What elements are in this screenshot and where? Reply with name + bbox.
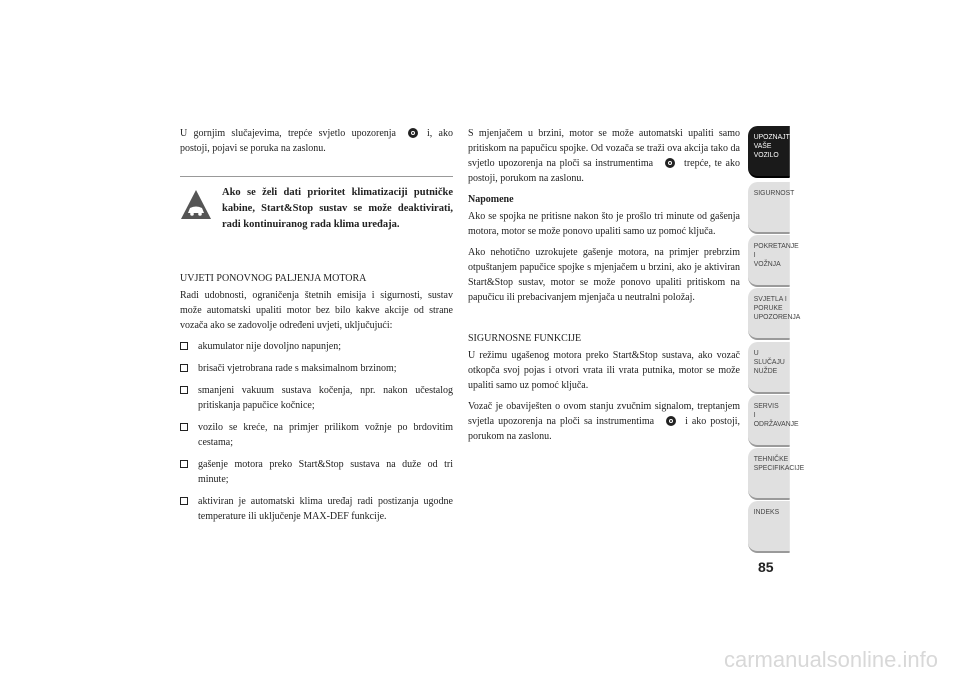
- checkbox-bullet-icon: [180, 497, 188, 505]
- list-item: [180, 457, 453, 487]
- intro-text: U gornjim slučajevima, trepće svjetlo upozorenja: [180, 128, 396, 139]
- paragraph-2: Ako se spojka ne pritisne nakon što je prošlo tri minute od gašenja motora, motor se može ponovo upaliti samo uz pomoć ključa.: [468, 211, 740, 237]
- list-item-text: akumulator nije dovoljno napunjen;: [198, 341, 342, 352]
- paragraph-5: [468, 399, 740, 444]
- paragraph-5-text-end: i ako postoji, porukom na zaslonu.: [468, 416, 741, 442]
- start-stop-warning-icon: [408, 128, 418, 138]
- paragraph-4: U režimu ugašenog motora preko Start&Stop sustava, ako vozač otkopča svoj pojas i otvori vrata ili vrata putnika, motor se može upaliti samo uz pomoć ključa.: [468, 350, 740, 391]
- list-item-text: vozilo se kreće, na primjer prilikom vožnje po brdovitim cestama;: [198, 422, 453, 448]
- list-item-text: gašenje motora preko Start&Stop sustava na duže od tri minute;: [198, 459, 453, 485]
- start-stop-warning-icon: [665, 158, 675, 168]
- chapter-tab-2[interactable]: SIGURNOST: [748, 182, 790, 234]
- notes-heading: Napomene: [468, 194, 514, 205]
- safety-heading: SIGURNOSNE FUNKCIJE: [468, 333, 582, 344]
- checkbox-bullet-icon: [180, 460, 188, 468]
- list-item: [180, 383, 453, 413]
- left-column: [180, 126, 453, 531]
- intro-paragraph: [180, 126, 453, 156]
- warning-box: [180, 176, 453, 233]
- paragraph-1-text-end: trepće, te ako postoji, porukom na zaslonu.: [468, 158, 740, 184]
- paragraph-1-text: S mjenjačem u brzini, motor se može automatski upaliti samo pritiskom na papučicu spojke. Od vozača se traži ova akcija tako da svjetlo upozorenja na ploči sa instrumentima: [468, 128, 740, 169]
- start-stop-warning-icon: [666, 416, 676, 426]
- chapter-tab-8[interactable]: INDEKS: [748, 501, 790, 553]
- intro-text-end: i, ako postoji, pojavi se poruka na zaslonu.: [180, 128, 453, 154]
- chapter-tab-7[interactable]: TEHNIČKE SPECIFIKACIJE: [748, 448, 790, 500]
- chapter-tab-6[interactable]: SERVIS I ODRŽAVANJE: [748, 395, 790, 447]
- paragraph-5-text: Vozač je obaviješten o ovom stanju zvučnim signalom, treptanjem svjetla upozorenja na ploči sa instrumentima: [468, 401, 740, 427]
- checkbox-bullet-icon: [180, 423, 188, 431]
- paragraph-3: Ako nehotično uzrokujete gašenje motora, na primjer prebrzim otpuštanjem papučice spojke s mjenjačem u brzini, ako je aktiviran Start&Stop sustav, motor se može ponovo upaliti pritiskom na papučicu ili prebacivanjem mjenjača u neutralni položaj.: [468, 247, 740, 303]
- list-item: [180, 420, 453, 450]
- warning-text: Ako se želi dati prioritet klimatizaciji putničke kabine, Start&Stop sustav se može deaktivirati, radi kontinuiranog rada klima uređaja.: [222, 187, 453, 230]
- list-item: [180, 494, 453, 524]
- list-item-text: brisači vjetrobrana rade s maksimalnom brzinom;: [198, 363, 397, 374]
- warning-triangle-icon: [180, 189, 212, 221]
- list-item: [180, 339, 453, 354]
- chapter-tab-4[interactable]: SVJETLA I PORUKE UPOZORENJA: [748, 288, 790, 340]
- checkbox-bullet-icon: [180, 342, 188, 350]
- checkbox-bullet-icon: [180, 386, 188, 394]
- body-paragraph: Radi udobnosti, ograničenja štetnih emisija i sigurnosti, sustav može automatski upaliti motor bez bilo kakve akcije od strane vozača ako se zadovolje određeni uvjeti, uključujući:: [180, 290, 453, 331]
- paragraph-1: [468, 126, 740, 186]
- chapter-tab-5[interactable]: U SLUČAJU NUŽDE: [748, 342, 790, 394]
- right-column: [468, 126, 740, 450]
- list-item: [180, 361, 453, 376]
- chapter-tab-1[interactable]: UPOZNAJTE VAŠE VOZILO: [748, 126, 790, 178]
- list-item-text: aktiviran je automatski klima uređaj radi postizanja ugodne temperature ili uključenje MAX-DEF funkcije.: [198, 496, 453, 522]
- chapter-tab-3[interactable]: POKRETANJE I VOŽNJA: [748, 235, 790, 287]
- list-item-text: smanjeni vakuum sustava kočenja, npr. nakon učestalog pritiskanja papučice kočnice;: [198, 385, 453, 411]
- watermark: carmanualsonline.info: [723, 647, 938, 672]
- section-heading: UVJETI PONOVNOG PALJENJA MOTORA: [180, 273, 367, 284]
- checkbox-bullet-icon: [180, 364, 188, 372]
- page-number: 85: [758, 559, 774, 575]
- conditions-list: [180, 339, 453, 524]
